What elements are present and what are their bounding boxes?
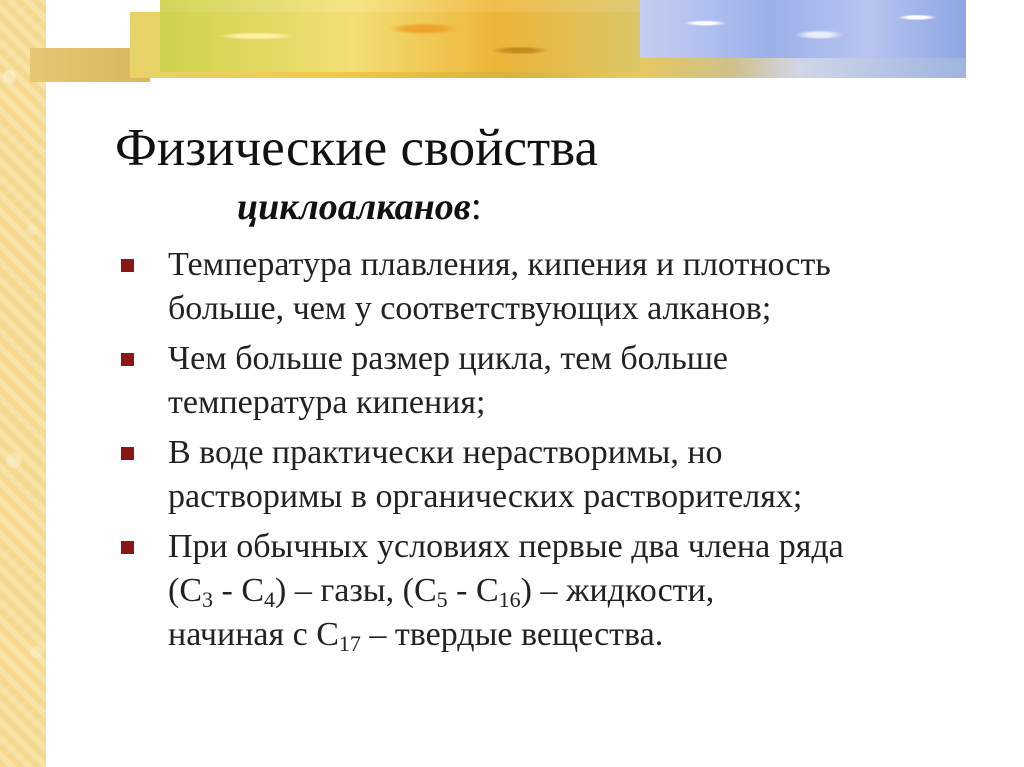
decorative-banner-image bbox=[30, 0, 966, 84]
formula-text: - С bbox=[447, 572, 499, 609]
bullet-line: При обычных условиях первые два члена ряда bbox=[168, 528, 844, 565]
square-bullet-icon bbox=[121, 541, 134, 554]
bullet-line: растворимы в органических растворителях; bbox=[168, 478, 803, 515]
subscript: 4 bbox=[264, 587, 275, 612]
subscript: 3 bbox=[202, 587, 213, 612]
autumn-leaves-image bbox=[160, 0, 640, 72]
subscript: 5 bbox=[436, 587, 448, 612]
formula-text: ) – газы, (С bbox=[275, 572, 437, 609]
bullet-line: Температура плавления, кипения и плотность bbox=[168, 246, 831, 283]
bullet-line: температура кипения; bbox=[168, 384, 486, 421]
list-item bbox=[118, 525, 998, 657]
formula-text: ) – жидкости, bbox=[520, 572, 715, 609]
list-item bbox=[118, 431, 998, 519]
subtitle-colon: : bbox=[470, 183, 482, 228]
subtitle-text: циклоалканов bbox=[237, 186, 471, 228]
square-bullet-icon bbox=[121, 259, 134, 272]
bullet-line-formula bbox=[168, 569, 998, 613]
bullet-line: больше, чем у соответствующих алканов; bbox=[168, 290, 772, 327]
subscript: 16 bbox=[498, 587, 521, 612]
formula-text: – твердые вещества. bbox=[360, 616, 664, 653]
blue-flowers-image bbox=[640, 0, 966, 58]
formula-text: начиная с С bbox=[168, 616, 339, 653]
bullet-line: Чем больше размер цикла, тем больше bbox=[168, 340, 728, 377]
bullet-line-formula bbox=[168, 613, 998, 657]
bullet-line: В воде практически нерастворимы, но bbox=[168, 434, 723, 471]
slide-subtitle bbox=[237, 183, 482, 228]
list-item bbox=[118, 337, 998, 425]
subscript: 17 bbox=[338, 631, 361, 656]
square-bullet-icon bbox=[121, 447, 134, 460]
square-bullet-icon bbox=[121, 353, 134, 366]
list-item bbox=[118, 243, 998, 331]
bullet-list bbox=[118, 243, 998, 663]
decorative-left-border bbox=[0, 0, 46, 767]
formula-text: (С bbox=[168, 572, 202, 609]
formula-text: - С bbox=[213, 572, 264, 609]
slide-title: Физические свойства bbox=[115, 119, 599, 177]
